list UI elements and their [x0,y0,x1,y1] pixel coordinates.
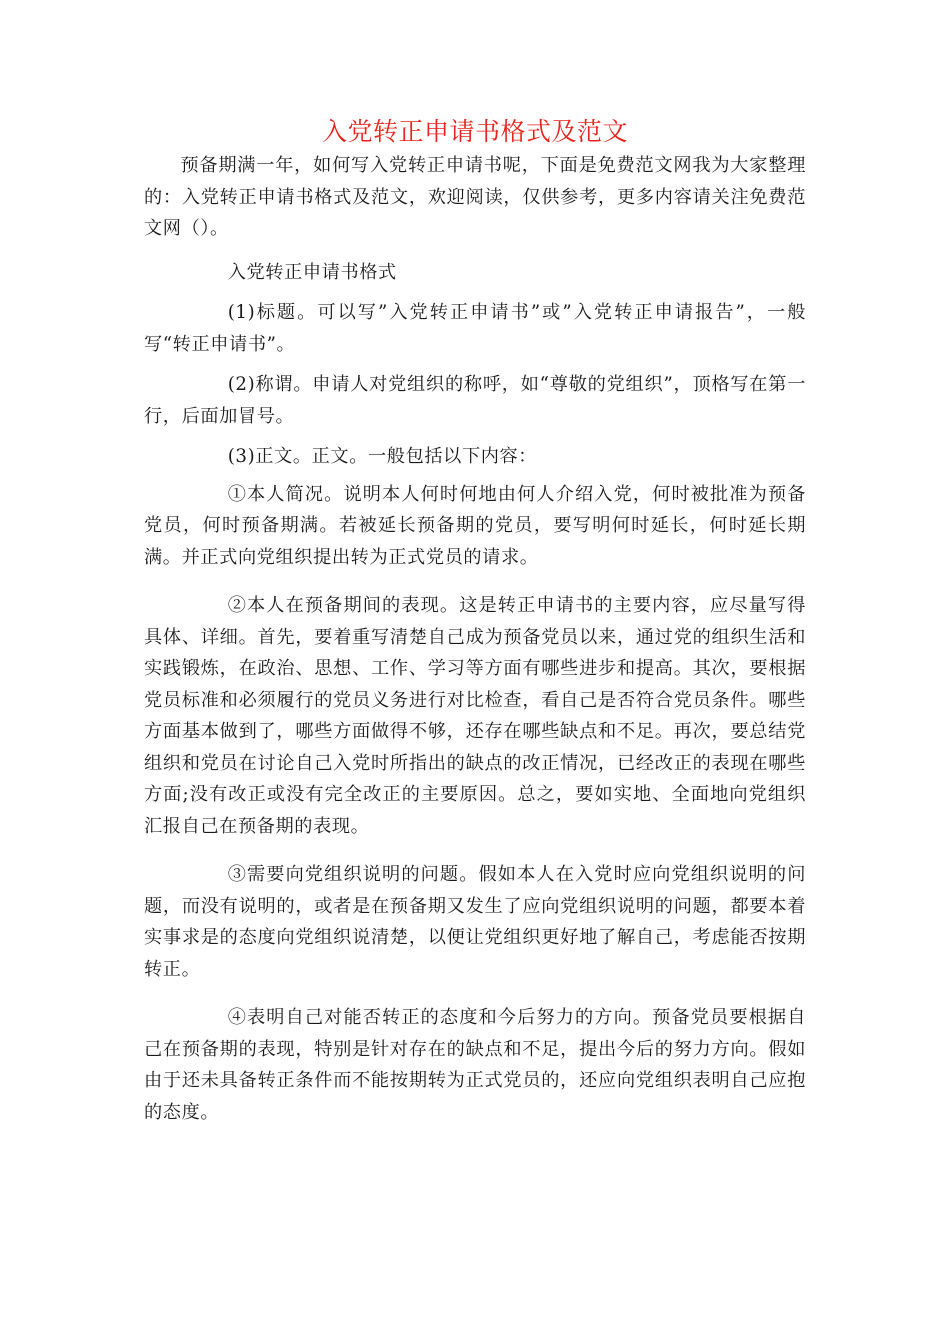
document-body [144,150,806,1128]
section-heading-format: 入党转正申请书格式 [227,261,397,283]
intro-paragraph: 预备期满一年，如何写入党转正申请书呢，下面是免费范文网我为大家整理的：入党转正申请书格式及范文，欢迎阅读，仅供参考，更多内容请关注免费范文网（）。 [144,155,806,239]
paragraph-body-rule: (3)正文。正文。一般包括以下内容： [227,446,538,467]
paragraph-item-4: ④表明自己对能否转正的态度和今后努力的方向。预备党员要根据自己在预备期的表现，特别是针对存在的缺点和不足，提出今后的努力方向。假如由于还未具备转正条件而不能按期转为正式党员的，还应向党组织表明自己应抱的态度。 [144,1007,806,1123]
paragraph-salutation-rule: (2)称谓。申请人对党组织的称呼，如“尊敬的党组织”，顶格写在第一行，后面加冒号。 [144,374,806,427]
paragraph-item-1: ①本人简况。说明本人何时何地由何人介绍入党，何时被批准为预备党员，何时预备期满。若被延长预备期的党员，要写明何时延长，何时延长期满。并正式向党组织提出转为正式党员的请求。 [144,483,806,568]
document-title: 入党转正申请书格式及范文 [321,117,628,146]
paragraph-item-3: ③需要向党组织说明的问题。假如本人在入党时应向党组织说明的问题，而没有说明的，或者是在预备期又发生了应向党组织说明的问题，都要本着实事求是的态度向党组织说清楚，以便让党组织更好地了解自己，考虑能否按期转正。 [144,864,806,980]
paragraph-title-rule: (1)标题。可以写”入党转正申请书”或”入党转正申请报告”，一般写“转正申请书”。 [144,302,806,355]
paragraph-item-2: ②本人在预备期间的表现。这是转正申请书的主要内容，应尽量写得具体、详细。首先，要着重写清楚自己成为预备党员以来，通过党的组织生活和实践锻炼，在政治、思想、工作、学习等方面有哪些进步和提高。其次，要根据党员标准和必须履行的党员义务进行对比检查，看自己是否符合党员条件。哪些方面基本做到了，哪些方面做得不够，还存在哪些缺点和不足。再次，要总结党组织和党员在讨论自己入党时所指出的缺点的改正情况，已经改正的表现在哪些方面;没有改正或没有完全改正的主要原因。总之，要如实地、全面地向党组织汇报自己在预备期的表现。 [144,595,806,837]
